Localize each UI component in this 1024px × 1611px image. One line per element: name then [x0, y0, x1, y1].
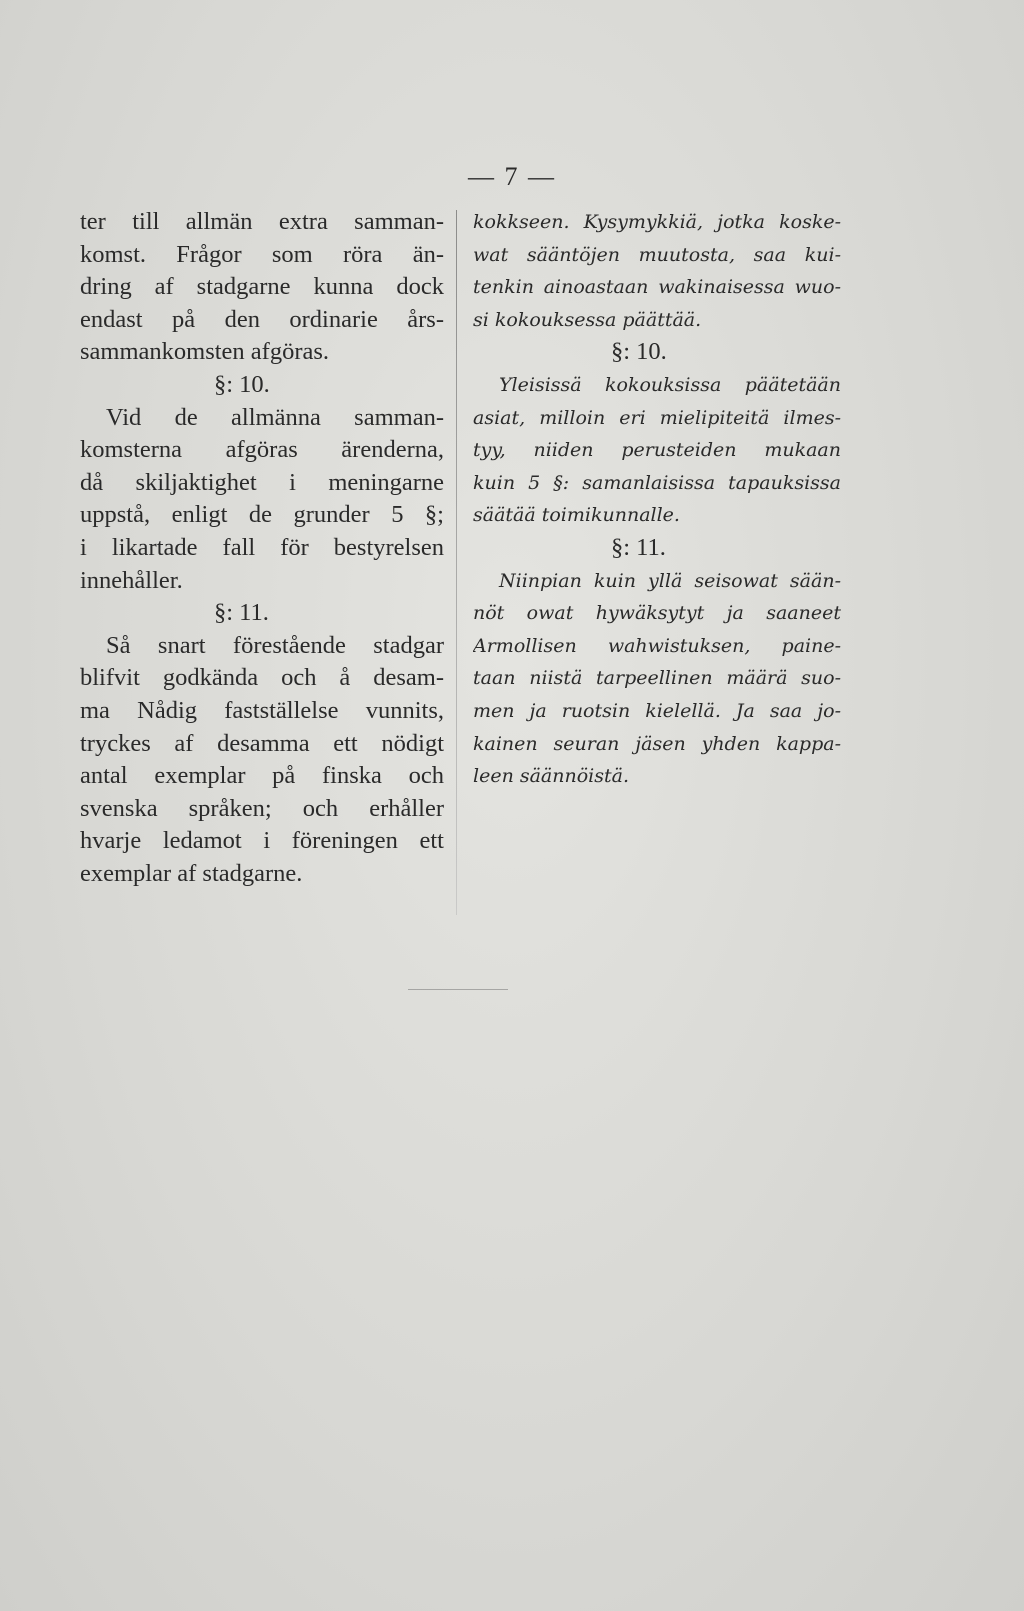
text-line: wat sääntöjen muutosta, saa kui- [473, 243, 841, 266]
text-line: innehåller. [80, 566, 183, 594]
text-line: kuin 5 §: samanlaisissa tapauksissa [473, 471, 841, 494]
text-line: kainen seuran jäsen yhden kappa- [473, 732, 841, 755]
text-line: uppstå, enligt de grunder 5 §; [80, 501, 444, 529]
text-line: endast på den ordinarie års- [80, 305, 444, 333]
end-rule [408, 989, 508, 990]
text-line: sammankomsten afgöras. [80, 338, 330, 366]
text-line: Niinpian kuin yllä seisowat sään- [499, 569, 841, 592]
text-line: tenkin ainoastaan wakinaisessa wuo- [473, 276, 841, 299]
column-divider [456, 210, 457, 915]
text-line: tryckes af desamma ett nödigt [80, 729, 444, 757]
text-line: Vid de allmänna samman- [106, 403, 444, 431]
text-line: då skiljaktighet i meningarne [80, 468, 444, 496]
section-heading: §: 10. [214, 370, 270, 398]
text-line: leen säännöistä. [473, 765, 629, 788]
page-number: — 7 — [468, 162, 556, 191]
text-line: Yleisissä kokouksissa päätetään [499, 373, 841, 396]
text-line: asiat, milloin eri mielipiteitä ilmes- [473, 406, 841, 429]
section-heading: §: 11. [214, 599, 269, 627]
text-line: men ja ruotsin kielellä. Ja saa jo- [473, 699, 841, 722]
text-line: hvarje ledamot i föreningen ett [80, 827, 444, 855]
left-column-swedish [80, 206, 444, 890]
text-line: nöt owat hywäksytyt ja saaneet [473, 602, 841, 625]
text-line: antal exemplar på finska och [80, 762, 444, 790]
text-line: si kokouksessa päättää. [473, 308, 702, 331]
text-line: dring af stadgarne kunna dock [80, 273, 444, 301]
right-column-finnish [473, 206, 841, 793]
text-line: ma Nådig fastställelse vunnits, [80, 696, 444, 724]
text-line: taan niistä tarpeellinen määrä suo- [473, 667, 841, 690]
text-line: tyy, niiden perusteiden mukaan [473, 439, 841, 462]
text-line: komsterna afgöras ärenderna, [80, 436, 444, 464]
text-line: komst. Frågor som röra än- [80, 240, 444, 268]
text-line: ter till allmän extra samman- [80, 208, 444, 235]
text-line: exemplar af stadgarne. [80, 859, 303, 887]
section-heading: §: 11. [611, 533, 666, 561]
section-heading: §: 10. [611, 338, 667, 366]
text-line: säätää toimikunnalle. [473, 504, 680, 527]
text-line: blifvit godkända och å desam- [80, 664, 444, 692]
text-line: Så snart förestående stadgar [106, 631, 444, 659]
text-line: svenska språken; och erhåller [80, 794, 444, 822]
text-line: kokkseen. Kysymykkiä, jotka koske- [473, 211, 841, 233]
text-line: Armollisen wahwistuksen, paine- [473, 634, 841, 657]
text-line: i likartade fall för bestyrelsen [80, 533, 444, 561]
